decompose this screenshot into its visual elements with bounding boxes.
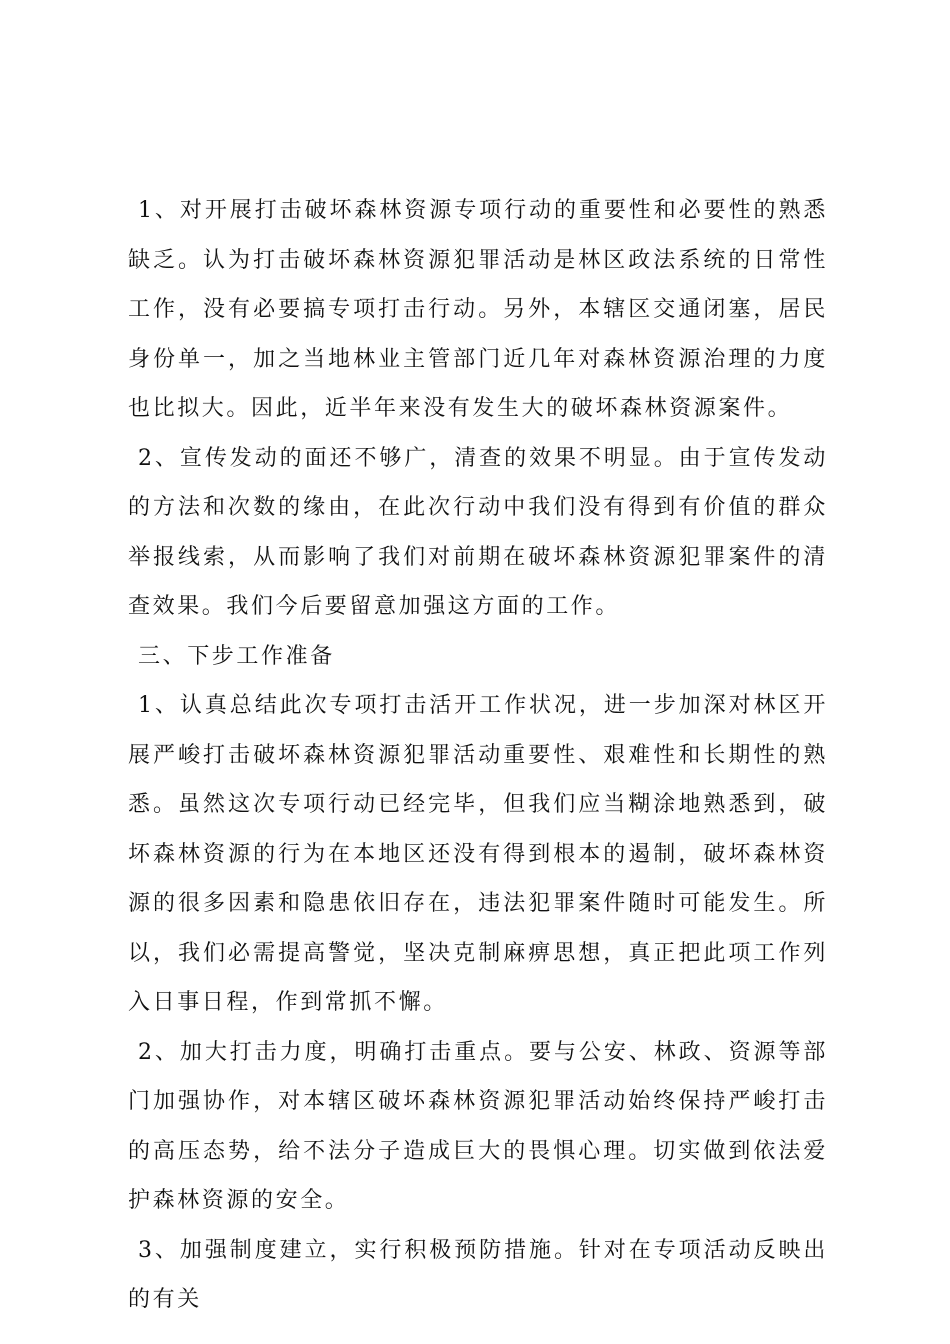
paragraph-strengthen-crackdown: 2、加大打击力度，明确打击重点。要与公安、林政、资源等部门加强协作，对本辖区破坏森林资源犯罪活动始终保持严峻打击的高压态势，给不法分子造成巨大的畏惧心理。切实做到依法爱护森林资源的安全。 (128, 1039, 828, 1213)
document-body (128, 186, 828, 1325)
paragraph-system-building: 3、加强制度建立，实行积极预防措施。针对在专项活动反映出的有关 (128, 1237, 828, 1312)
paragraph-publicity-insufficient: 2、宣传发动的面还不够广，清查的效果不明显。由于宣传发动的方法和次数的缘由，在此次行动中我们没有得到有价值的群众举报线索，从而影响了我们对前期在破坏森林资源犯罪案件的清查效果。我们今后要留意加强这方面的工作。 (128, 445, 828, 619)
paragraph-summarize-work: 1、认真总结此次专项打击活开工作状况，进一步加深对林区开展严峻打击破坏森林资源犯罪活动重要性、艰难性和长期性的熟悉。虽然这次专项行动已经完毕，但我们应当糊涂地熟悉到，破坏森林资源的行为在本地区还没有得到根本的遏制，破坏森林资源的很多因素和隐患依旧存在，违法犯罪案件随时可能发生。所以，我们必需提高警觉，坚决克制麻痹思想，真正把此项工作列入日事日程，作到常抓不懈。 (128, 693, 828, 1015)
section-heading-next-steps: 三、下步工作准备 (138, 643, 335, 669)
paragraph-awareness-lacking: 1、对开展打击破坏森林资源专项行动的重要性和必要性的熟悉缺乏。认为打击破坏森林资源犯罪活动是林区政法系统的日常性工作，没有必要搞专项打击行动。另外，本辖区交通闭塞，居民身份单一，加之当地林业主管部门近几年对森林资源治理的力度也比拟大。因此，近半年来没有发生大的破坏森林资源案件。 (128, 198, 828, 421)
